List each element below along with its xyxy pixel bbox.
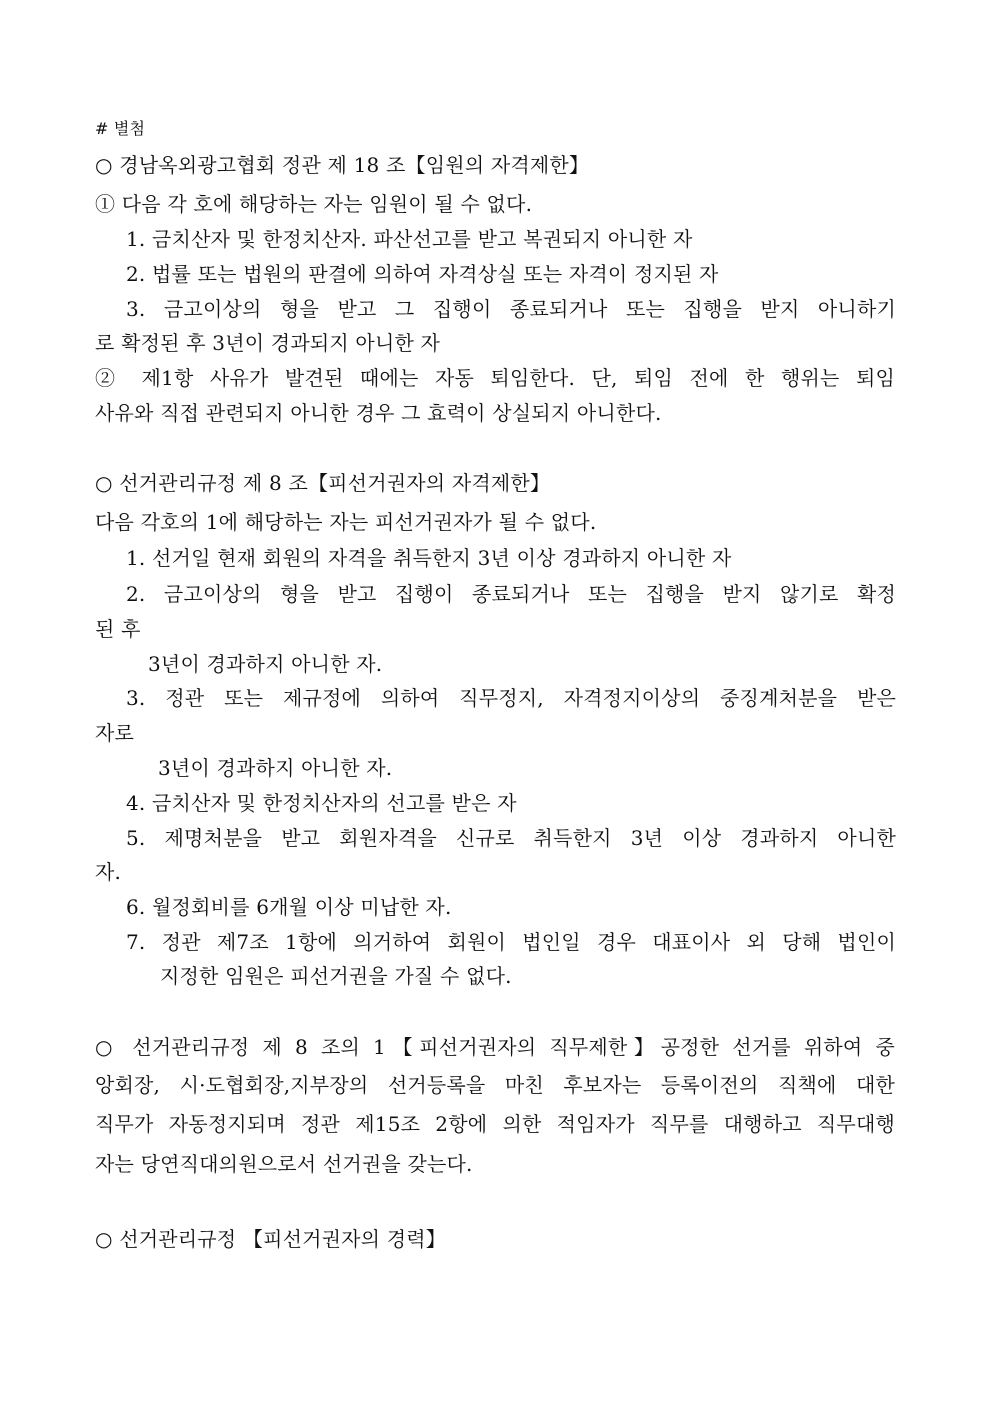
paragraph-line: 직무가 자동정지되며 정관 제15조 2항에 의한 적임자가 직무를 대행하고 직무대행 bbox=[95, 1112, 895, 1136]
list-item: 7. 정관 제7조 1항에 의거하여 회원이 법인일 경우 대표이사 외 당해 법인이 bbox=[126, 930, 896, 954]
list-item-continuation: 3년이 경과하지 아니한 자. bbox=[148, 652, 383, 676]
list-item: 2. 금고이상의 형을 받고 집행이 종료되거나 또는 집행을 받지 않기로 확정 bbox=[126, 582, 896, 606]
paragraph-line: 자는 당연직대의원으로서 선거권을 갖는다. bbox=[95, 1152, 473, 1176]
list-item-continuation: 된 후 bbox=[95, 617, 141, 641]
list-item: 4. 금치산자 및 한정치산자의 선고를 받은 자 bbox=[126, 791, 517, 815]
list-item: 2. 법률 또는 법원의 판결에 의하여 자격상실 또는 자격이 정지된 자 bbox=[126, 262, 719, 286]
paragraph-line: ○ 선거관리규정 제 8 조의 1【피선거권자의 직무제한】공정한 선거를 위하여 중 bbox=[95, 1035, 895, 1059]
clause-text: ② 제1항 사유가 발견된 때에는 자동 퇴임한다. 단, 퇴임 전에 한 행위는 퇴임 bbox=[95, 366, 895, 390]
article-title: ○ 경남옥외광고협회 정관 제 18 조【임원의 자격제한】 bbox=[95, 153, 590, 177]
list-item: 1. 금치산자 및 한정치산자. 파산선고를 받고 복권되지 아니한 자 bbox=[126, 227, 693, 251]
article-title: ○ 선거관리규정 제 8 조【피선거권자의 자격제한】 bbox=[95, 471, 551, 495]
list-item-continuation: 3년이 경과하지 아니한 자. bbox=[158, 756, 393, 780]
intro-text: 다음 각호의 1에 해당하는 자는 피선거권자가 될 수 없다. bbox=[95, 510, 597, 534]
list-item: 1. 선거일 현재 회원의 자격을 취득한지 3년 이상 경과하지 아니한 자 bbox=[126, 546, 732, 570]
article-title: ○ 선거관리규정 【피선거권자의 경력】 bbox=[95, 1227, 447, 1251]
list-item: 5. 제명처분을 받고 회원자격을 신규로 취득한지 3년 이상 경과하지 아니한 bbox=[126, 826, 896, 850]
list-item: 3. 금고이상의 형을 받고 그 집행이 종료되거나 또는 집행을 받지 아니하기 bbox=[126, 297, 896, 321]
list-item: 3. 정관 또는 제규정에 의하여 직무정지, 자격정지이상의 중징계처분을 받은 bbox=[126, 686, 896, 710]
list-item: 6. 월정회비를 6개월 이상 미납한 자. bbox=[126, 895, 452, 919]
list-item-continuation: 자로 bbox=[95, 721, 135, 745]
list-item-continuation: 지정한 임원은 피선거권을 가질 수 없다. bbox=[160, 964, 512, 988]
clause-text: ① 다음 각 호에 해당하는 자는 임원이 될 수 없다. bbox=[95, 192, 533, 216]
list-item-continuation: 자. bbox=[95, 860, 122, 884]
clause-text-continuation: 사유와 직접 관련되지 아니한 경우 그 효력이 상실되지 아니한다. bbox=[95, 401, 662, 425]
list-item-continuation: 로 확정된 후 3년이 경과되지 아니한 자 bbox=[95, 331, 441, 355]
paragraph-line: 앙회장, 시·도협회장,지부장의 선거등록을 마친 후보자는 등록이전의 직책에 대한 bbox=[95, 1073, 895, 1097]
attachment-label: # 별첨 bbox=[95, 119, 146, 138]
